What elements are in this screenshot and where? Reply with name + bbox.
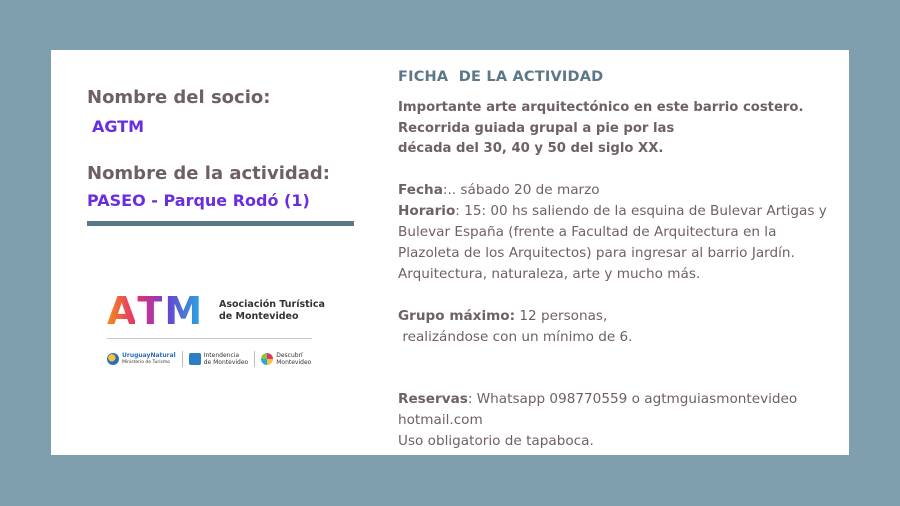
- grupo-line: [398, 306, 633, 327]
- logo-divider: [107, 338, 312, 339]
- actividad-value: PASEO - Parque Rodó (1): [87, 191, 310, 210]
- reservas-line3: Uso obligatorio de tapaboca.: [398, 433, 594, 449]
- intendencia-icon: [189, 353, 201, 365]
- intro-line: Importante arte arquitectónico en este barrio costero.: [398, 100, 804, 115]
- horario-line: Bulevar España (frente a Facultad de Arquitectura en la: [398, 224, 777, 240]
- fecha-label: Fecha: [398, 182, 443, 198]
- reservas-line2: hotmail.com: [398, 412, 483, 428]
- actividad-label: Nombre de la actividad:: [87, 163, 330, 184]
- reservas-line: [398, 389, 797, 410]
- logo-letter-m: M: [164, 289, 202, 333]
- sponsor-separator: [254, 351, 255, 367]
- socio-value: AGTM: [92, 117, 145, 136]
- horario-value: : 15: 00 hs saliendo de la esquina de Bulevar Artigas y: [455, 203, 827, 219]
- sponsor-line: Descubrí: [276, 352, 303, 359]
- logo-org-name: [219, 299, 329, 323]
- fecha-value: :.. sábado 20 de marzo: [442, 182, 600, 198]
- logo-org-line1: Asociación Turística: [219, 299, 325, 310]
- logo-org-line2: de Montevideo: [219, 311, 299, 322]
- intro-line: década del 30, 40 y 50 del siglo XX.: [398, 141, 664, 156]
- atm-wordmark: [107, 289, 202, 333]
- reservas-value: : Whatsapp 098770559 o agtmguiasmontevideo: [467, 391, 798, 407]
- sponsor-line: Intendencia: [203, 352, 240, 359]
- atm-logo: [107, 289, 325, 373]
- ficha-intro: [398, 98, 804, 160]
- reservas-label: Reservas: [398, 391, 468, 407]
- activity-card: [51, 50, 849, 455]
- grupo-block: [398, 306, 633, 348]
- intro-line: Recorrida guiada grupal a pie por las: [398, 120, 675, 136]
- logo-letter-t: T: [137, 289, 163, 333]
- sponsor-separator: [182, 351, 183, 367]
- ficha-title: FICHA DE LA ACTIVIDAD: [398, 69, 604, 85]
- sponsor-logos: [107, 348, 322, 370]
- horario-label: Horario: [398, 203, 456, 219]
- sponsor-uruguay-natural: [107, 352, 176, 366]
- grupo-value: 12 personas,: [515, 308, 608, 324]
- sponsor-intendencia: [189, 352, 249, 366]
- reservas-block: [398, 389, 797, 452]
- grupo-label: Grupo máximo:: [398, 308, 516, 324]
- fecha-line: [398, 180, 827, 201]
- socio-label: Nombre del socio:: [87, 87, 271, 108]
- horario-line: [398, 201, 827, 222]
- divider-rule: [87, 221, 354, 226]
- horario-line: Plazoleta de los Arquitectos) para ingresar al barrio Jardín.: [398, 245, 795, 261]
- sponsor-line: UruguayNatural: [122, 352, 176, 359]
- sponsor-subline: Montevideo: [276, 359, 312, 366]
- fecha-horario-block: [398, 180, 827, 285]
- horario-line: Arquitectura, naturaleza, arte y mucho más.: [398, 266, 701, 282]
- sponsor-descubri: [261, 352, 311, 366]
- sponsor-subline: Ministerio de Turismo: [122, 360, 170, 365]
- sponsor-subline: de Montevideo: [203, 359, 249, 366]
- logo-letter-a: A: [107, 289, 136, 333]
- uruguay-natural-icon: [107, 353, 119, 365]
- descubri-icon: [261, 353, 273, 365]
- grupo-line2: realizándose con un mínimo de 6.: [398, 329, 633, 345]
